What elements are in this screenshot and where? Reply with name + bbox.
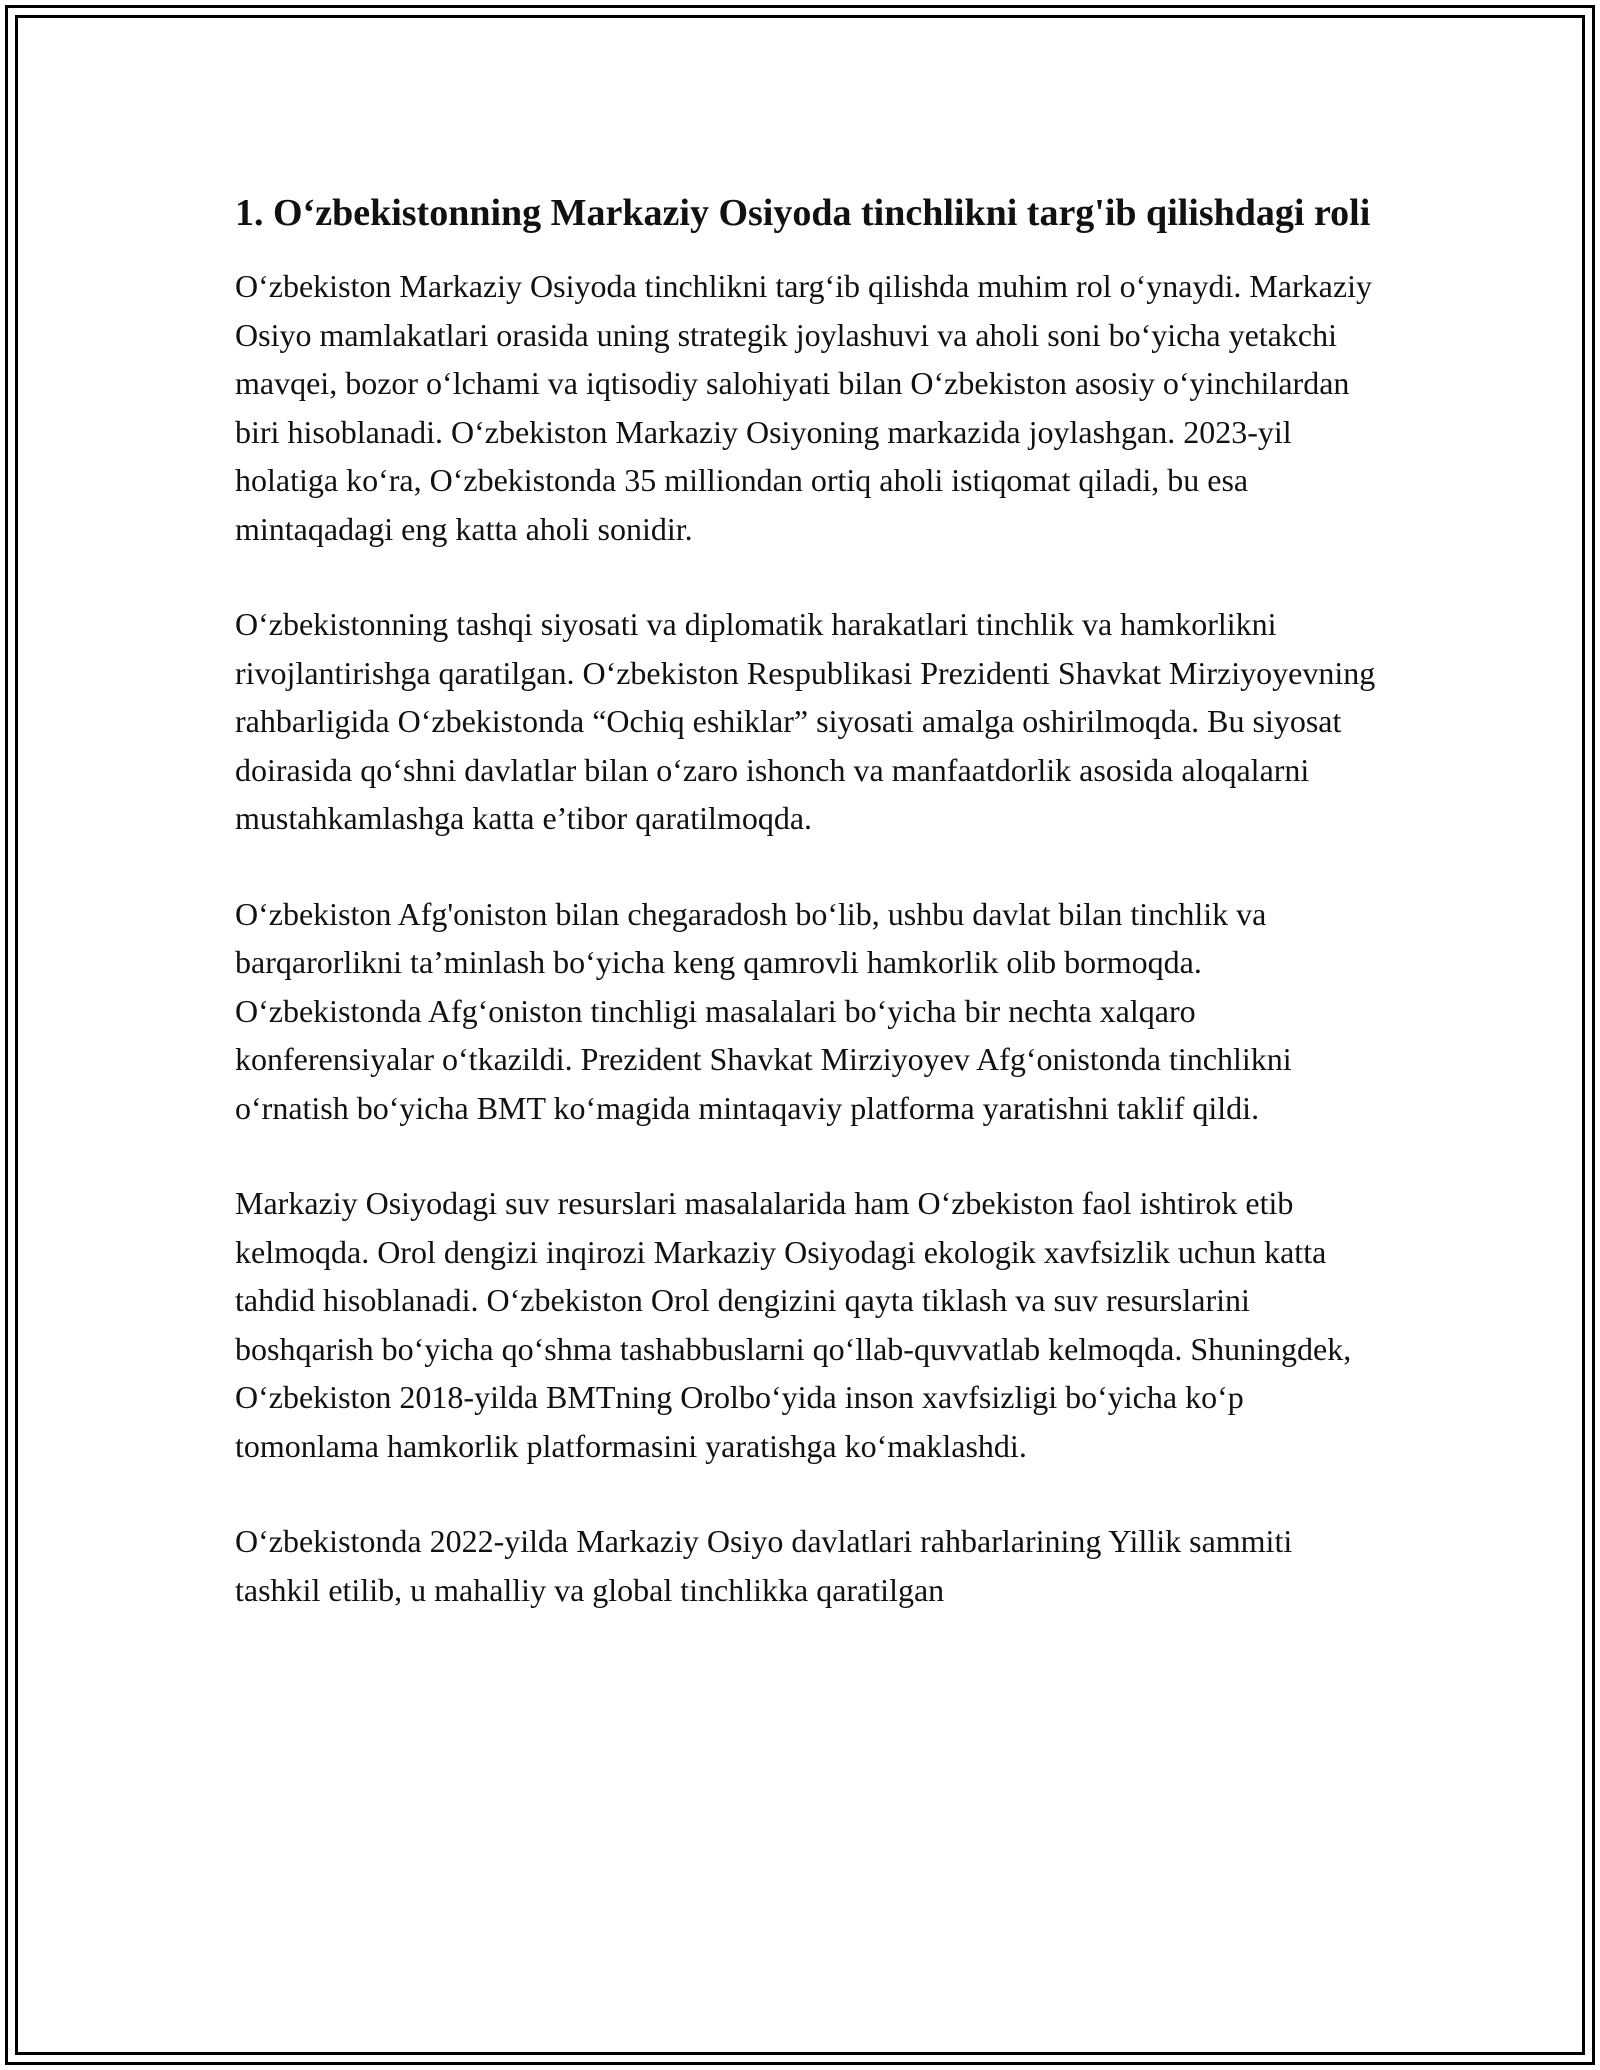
paragraph-5: O‘zbekistonda 2022-yilda Markaziy Osiyo davlatlari rahbarlarining Yillik sammiti tashkil etilib, u mahalliy va global tinchlikka qaratilgan	[235, 1523, 1293, 1608]
section-heading: 1. O‘zbekistonning Markaziy Osiyoda tinchlikni targ'ib qilishdagi roli	[235, 192, 1371, 234]
paragraph-3: O‘zbekiston Afg'oniston bilan chegaradosh bo‘lib, ushbu davlat bilan tinchlik va barqarorlikni ta’minlash bo‘yicha keng qamrovli hamkorlik olib bormoqda. O‘zbekistonda Afg‘oniston tinchligi masalalari bo‘yicha bir nechta xalqaro konferensiyalar o‘tkazildi. Prezident Shavkat Mirziyoyev Afg‘onistonda tinchlikni o‘rnatish bo‘yicha BMT ko‘magida mintaqaviy platforma yaratishni taklif qildi.	[235, 895, 1292, 1126]
paragraph-2: O‘zbekistonning tashqi siyosati va diplomatik harakatlari tinchlik va hamkorlikni rivojlantirishga qaratilgan. O‘zbekiston Respublikasi Prezidenti Shavkat Mirziyoyevning rahbarligida O‘zbekistonda “Ochiq eshiklar” siyosati amalga oshirilmoqda. Bu siyosat doirasida qo‘shni davlatlar bilan o‘zaro ishonch va manfaatdorlik asosida aloqalarni mustahkamlashga katta e’tibor qaratilmoqda.	[235, 606, 1376, 836]
paragraph-4: Markaziy Osiyodagi suv resurslari masalalarida ham O‘zbekiston faol ishtirok etib kelmoqda. Orol dengizi inqirozi Markaziy Osiyodagi ekologik xavfsizlik uchun katta tahdid hisoblanadi. O‘zbekiston Orol dengizini qayta tiklash va suv resurslarini boshqarish bo‘yicha qo‘shma tashabbuslarni qo‘llab-quvvatlab kelmoqda. Shuningdek, O‘zbekiston 2018-yilda BMTning Orolbo‘yida inson xavfsizligi bo‘yicha ko‘p tomonlama hamkorlik platformasini yaratishga ko‘maklashdi.	[235, 1185, 1352, 1464]
document-body	[235, 186, 1385, 1661]
paragraph-1: O‘zbekiston Markaziy Osiyoda tinchlikni targ‘ib qilishda muhim rol o‘ynaydi. Markaziy Osiyo mamlakatlari orasida uning strategik joylashuvi va aholi soni bo‘yicha yetakchi mavqei, bozor o‘lchami va iqtisodiy salohiyati bilan O‘zbekiston asosiy o‘yinchilardan biri hisoblanadi. O‘zbekiston Markaziy Osiyoning markazida joylashgan. 2023-yil holatiga ko‘ra, O‘zbekistonda 35 milliondan ortiq aholi istiqomat qiladi, bu esa mintaqadagi eng katta aholi sonidir.	[235, 268, 1372, 547]
